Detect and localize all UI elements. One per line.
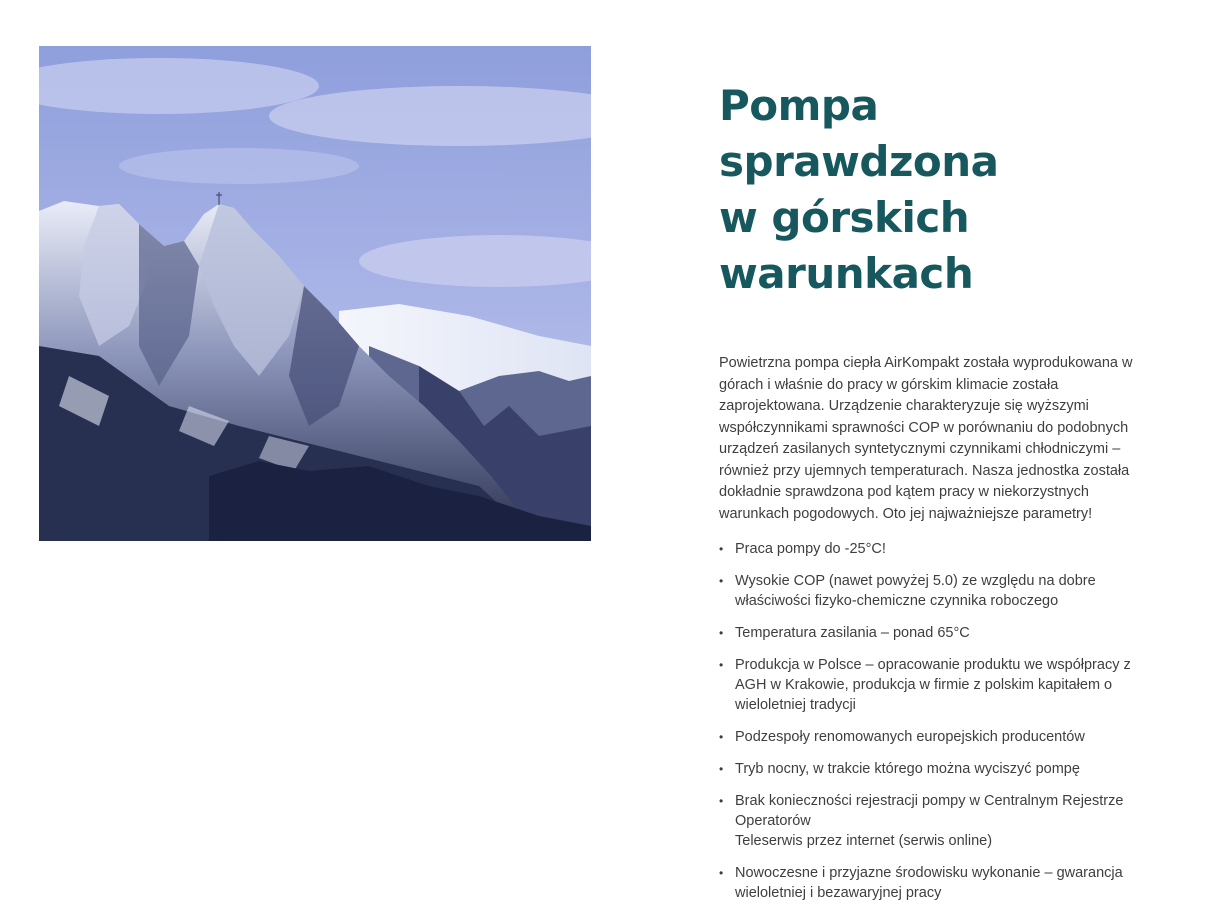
mountain-illustration: [39, 46, 591, 541]
feature-item: [719, 571, 1149, 611]
feature-item: [719, 623, 1149, 643]
bullet-icon: •: [719, 658, 724, 672]
feature-item: [719, 655, 1149, 715]
feature-item: [719, 539, 1149, 559]
feature-item: [719, 727, 1149, 747]
heading-line: Pompa sprawdzona: [719, 81, 999, 186]
feature-text: Wysokie COP (nawet powyżej 5.0) ze względu na dobre właściwości fizyko-chemiczne czynnika roboczego: [735, 573, 1096, 609]
bullet-icon: •: [719, 866, 724, 880]
feature-text: Produkcja w Polsce – opracowanie produktu we współpracy z AGH w Krakowie, produkcja w firmie z polskim kapitałem o wieloletniej tradycji: [735, 657, 1131, 713]
section-heading: [719, 78, 1169, 302]
heading-line: w górskich: [719, 193, 970, 242]
heading-line: warunkach: [719, 249, 974, 298]
feature-text: Praca pompy do -25°C!: [735, 541, 886, 557]
bullet-icon: •: [719, 574, 724, 588]
feature-item: [719, 759, 1149, 779]
bullet-icon: •: [719, 542, 724, 556]
intro-paragraph: Powietrzna pompa ciepła AirKompakt została wyprodukowana w górach i właśnie do pracy w górskim klimacie została zaprojektowana. Urządzenie charakteryzuje się wyższymi współczynnikami sprawności COP w porównaniu do podobnych urządzeń zasilanych syntetycznymi czynnikami chłodniczymi – również przy ujemnych temperaturach. Nasza jednostka została dokładnie sprawdzona pod kątem pracy w niekorzystnych warunkach pogodowych. Oto jej najważniejsze parametry!: [719, 355, 1133, 522]
mountain-photo: [39, 46, 591, 541]
features-list: [719, 539, 1149, 903]
feature-text: Nowoczesne i przyjazne środowisku wykonanie – gwarancja wieloletniej i bezawaryjnej pracy: [735, 865, 1123, 901]
bullet-icon: •: [719, 762, 724, 776]
feature-item: [719, 791, 1149, 851]
feature-text: Tryb nocny, w trakcie którego można wyciszyć pompę: [735, 761, 1080, 777]
bullet-icon: •: [719, 626, 724, 640]
bullet-icon: •: [719, 794, 724, 808]
bullet-icon: •: [719, 730, 724, 744]
feature-text: Brak konieczności rejestracji pompy w Centralnym Rejestrze Operatorów Teleserwis przez internet (serwis online): [735, 793, 1124, 849]
feature-text: Temperatura zasilania – ponad 65°C: [735, 625, 970, 641]
feature-text: Podzespoły renomowanych europejskich producentów: [735, 729, 1085, 745]
content-section: [719, 78, 1169, 915]
feature-item: [719, 863, 1149, 903]
